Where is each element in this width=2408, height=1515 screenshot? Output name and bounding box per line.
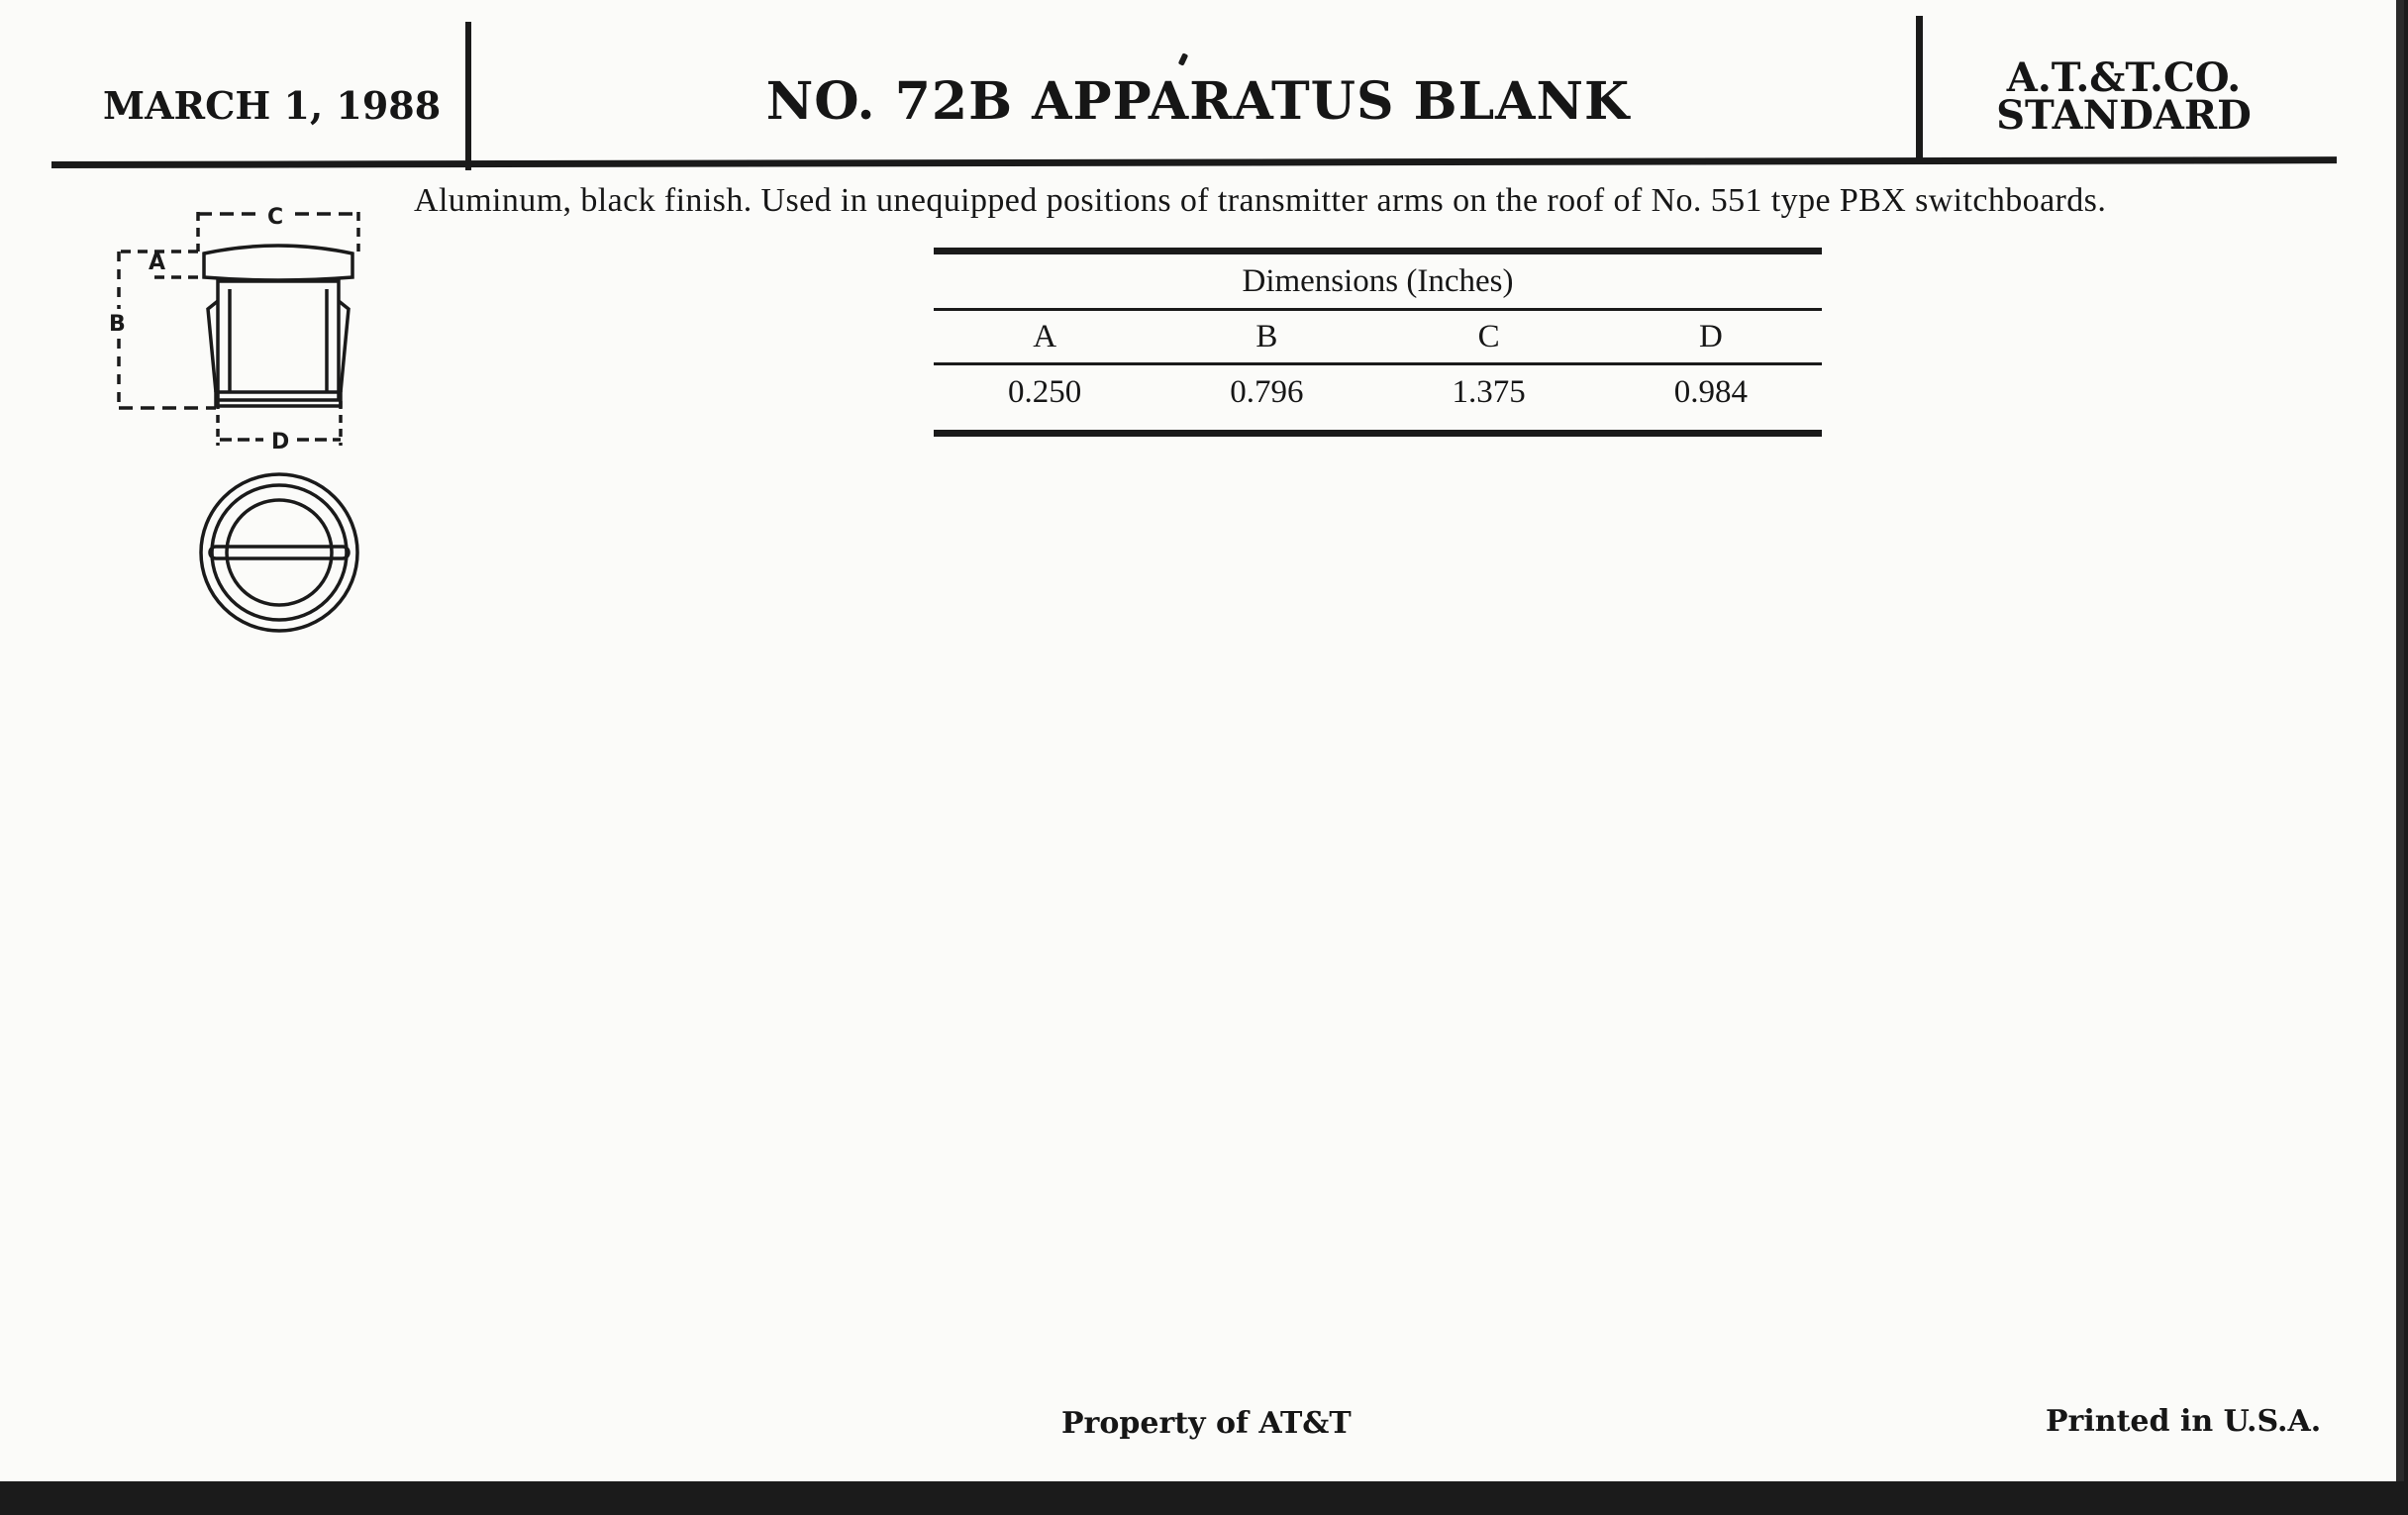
label-d: D [271,430,290,454]
table-cell: 0.984 [1673,374,1748,410]
standard-label [1970,54,2277,139]
label-c: C [267,205,284,230]
apparatus-blank-drawing [99,198,396,644]
table-cell: 0.796 [1230,374,1304,410]
column-header: B [1255,319,1278,354]
dimension-b [119,252,216,408]
table-header-row [934,311,1822,362]
end-view [201,474,357,631]
table-cell: 1.375 [1452,374,1526,410]
table-row [934,365,1822,419]
table-caption: Dimensions (Inches) [1242,263,1514,299]
body-side-view [218,281,339,400]
description: Aluminum, black finish. Used in unequipped positions of transmitter arms on the roof of No. 551 type PBX switchboards. [414,182,2107,219]
label-b: B [109,312,126,337]
footer-printed: Printed in U.S.A. [2046,1404,2322,1439]
standard-line-2: STANDARD [1996,92,2252,139]
cap-side-view [204,246,352,280]
column-header: A [1033,319,1057,354]
footer-property: Property of AT&T [1061,1406,1352,1441]
header-rule [51,156,2337,168]
dimensions-table [934,248,1822,437]
column-header: C [1477,319,1500,354]
label-a: A [149,251,166,275]
issue-date: MARCH 1, 1988 [103,83,442,128]
table-cell: 0.250 [1008,374,1082,410]
title-mark [1178,52,1189,65]
standard-line-1: A.T.&T.CO. [2006,54,2242,101]
page-title: NO. 72B APPARATUS BLANK [765,71,1631,132]
column-header: D [1698,319,1723,354]
